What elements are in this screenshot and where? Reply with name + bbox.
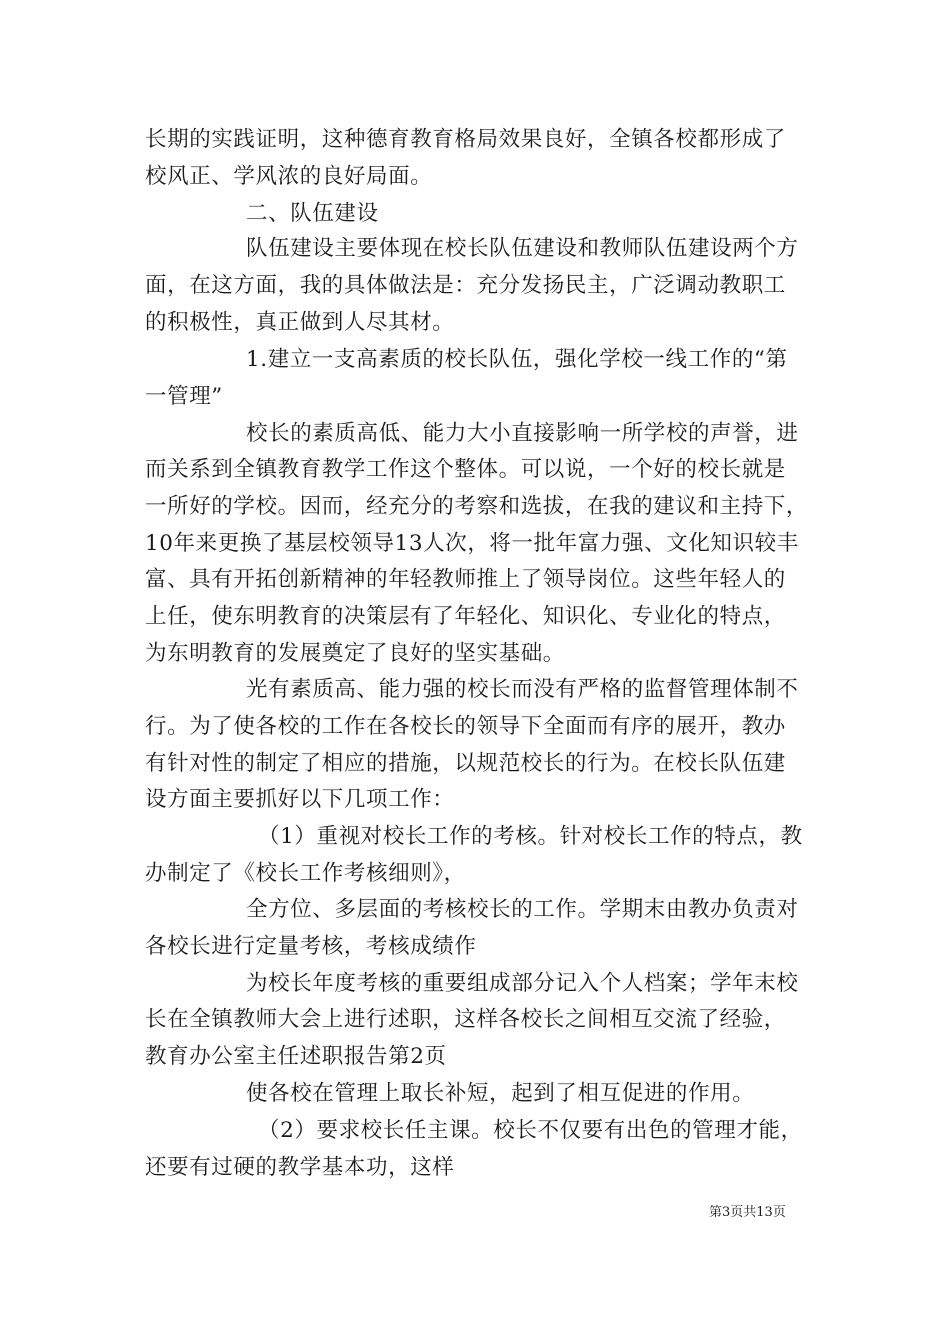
text-line: 长期的实践证明，这种德育教育格局效果良好，全镇各校都形成了 (145, 127, 786, 152)
text-line: 全方位、多层面的考核校长的工作。学期末由教办负责对 (246, 897, 799, 922)
text-line: 光有素质高、能力强的校长而没有严格的监督管理体制不 (246, 677, 799, 702)
text-line: 富、具有开拓创新精神的年轻教师推上了领导岗位。这些年轻人的 (145, 567, 786, 592)
text-line: 10年来更换了基层校领导13人次，将一批年富力强、文化知识较丰 (145, 531, 799, 556)
text-line: 还要有过硬的教学基本功，这样 (145, 1155, 455, 1180)
text-line: 办制定了《校长工作考核细则》， (145, 861, 466, 886)
list-item-line: （2）要求校长任主课。校长不仅要有出色的管理才能， (258, 1118, 803, 1143)
text-line: 有针对性的制定了相应的措施，以规范校长的行为。在校长队伍建 (145, 751, 786, 776)
text-line: 教育办公室主任述职报告第2页 (145, 1044, 447, 1069)
page-number-footer: 第3页共13页 (709, 1205, 786, 1220)
section-heading: 二、队伍建设 (246, 201, 379, 226)
text-line: 的积极性，真正做到人尽其材。 (145, 310, 455, 335)
text-line: 行。为了使各校的工作在各校长的领导下全面而有序的展开，教办 (145, 714, 786, 739)
text-line: 设方面主要抓好以下几项工作： (145, 787, 455, 812)
text-line: 面，在这方面，我的具体做法是：充分发扬民主，广泛调动教职工 (145, 273, 786, 298)
text-line: 而关系到全镇教育教学工作这个整体。可以说，一个好的校长就是 (145, 457, 786, 482)
text-line: 长在全镇教师大会上进行述职，这样各校长之间相互交流了经验， (145, 1007, 786, 1032)
list-item-line: （1）重视对校长工作的考核。针对校长工作的特点，教 (258, 824, 803, 849)
text-line: 一所好的学校。因而，经充分的考察和选拔，在我的建议和主持下， (145, 494, 809, 519)
text-line: 为东明教育的发展奠定了良好的坚实基础。 (145, 641, 565, 666)
text-line: 为校长年度考核的重要组成部分记入个人档案；学年末校 (246, 971, 799, 996)
text-line: 各校长进行定量考核，考核成绩作 (145, 934, 477, 959)
text-line: 使各校在管理上取长补短，起到了相互促进的作用。 (246, 1081, 755, 1106)
text-line: 校风正、学风浓的良好局面。 (145, 164, 433, 189)
text-line: 上任，使东明教育的决策层有了年轻化、知识化、专业化的特点， (145, 604, 786, 629)
text-line: 校长的素质高低、能力大小直接影响一所学校的声誉，进 (246, 421, 799, 446)
text-line: 队伍建设主要体现在校长队伍建设和教师队伍建设两个方 (246, 236, 799, 261)
subheading-line: 一管理” (145, 384, 223, 409)
subheading-line: 1.建立一支高素质的校长队伍，强化学校一线工作的“第 (246, 347, 788, 372)
